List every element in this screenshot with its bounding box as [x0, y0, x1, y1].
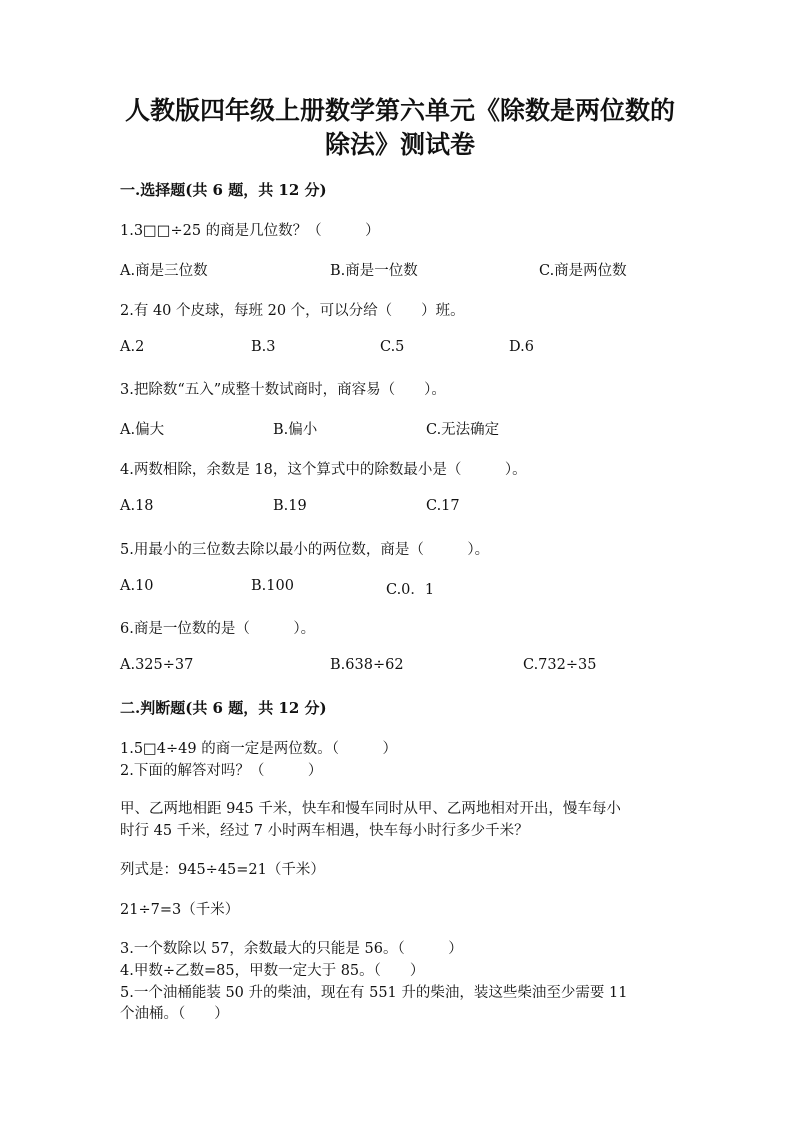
page-title-line2: 除法》测试卷	[324, 130, 475, 159]
q5-option-c: C.0．1	[386, 582, 435, 598]
question-4-text: 4.两数相除，余数是 18，这个算式中的除数最小是（ ）。	[120, 462, 527, 478]
q1-option-c: C.商是两位数	[539, 263, 627, 279]
question-2-text: 2.有 40 个皮球，每班 20 个，可以分给（ ）班。	[120, 303, 465, 319]
q1-option-a: A.商是三位数	[120, 263, 208, 279]
q4-option-b: B.19	[273, 498, 307, 514]
page-title-line1: 人教版四年级上册数学第六单元《除数是两位数的	[124, 96, 675, 125]
judge-question-1: 1.5□4÷49 的商一定是两位数。（ ）	[120, 741, 397, 757]
q4-option-a: A.18	[120, 498, 154, 514]
word-problem-line-1: 甲、乙两地相距 945 千米，快车和慢车同时从甲、乙两地相对开出，慢车每小	[120, 801, 621, 817]
q2-option-d: D.6	[509, 339, 534, 355]
section1-heading: 一.选择题(共 6 题，共 12 分)	[120, 181, 327, 199]
judge-question-5-line-2: 个油桶。（ ）	[120, 1006, 229, 1022]
judge-question-5-line-1: 5.一个油桶能装 50 升的柴油，现在有 551 升的柴油，装这些柴油至少需要 11	[120, 985, 628, 1001]
q1-option-b: B.商是一位数	[330, 263, 418, 279]
q6-option-c: C.732÷35	[523, 657, 597, 673]
q5-option-b: B.100	[251, 578, 294, 594]
judge-question-2: 2.下面的解答对吗？（ ）	[120, 763, 323, 779]
section2-heading: 二.判断题(共 6 题，共 12 分)	[120, 699, 327, 717]
q2-option-a: A.2	[120, 339, 145, 355]
formula-line-2: 21÷7=3（千米）	[120, 902, 240, 918]
q4-option-c: C.17	[426, 498, 460, 514]
q2-option-b: B.3	[251, 339, 276, 355]
formula-line-1: 列式是：945÷45=21（千米）	[120, 862, 325, 878]
question-6-text: 6.商是一位数的是（ ）。	[120, 621, 316, 637]
q6-option-a: A.325÷37	[120, 657, 194, 673]
q6-option-b: B.638÷62	[330, 657, 404, 673]
q3-option-b: B.偏小	[273, 422, 318, 438]
judge-question-3: 3.一个数除以 57，余数最大的只能是 56。（ ）	[120, 941, 463, 957]
q3-option-a: A.偏大	[120, 422, 165, 438]
word-problem-line-2: 时行 45 千米，经过 7 小时两车相遇，快车每小时行多少千米？	[120, 823, 529, 839]
q3-option-c: C.无法确定	[426, 422, 500, 438]
q2-option-c: C.5	[380, 339, 405, 355]
judge-question-4: 4.甲数÷乙数=85，甲数一定大于 85。（ ）	[120, 963, 425, 979]
question-5-text: 5.用最小的三位数去除以最小的两位数，商是（ ）。	[120, 542, 490, 558]
question-1-text: 1.3□□÷25 的商是几位数？（ ）	[120, 223, 380, 239]
question-3-text: 3.把除数“五入”成整十数试商时，商容易（ ）。	[120, 382, 446, 398]
q5-option-a: A.10	[120, 578, 154, 594]
